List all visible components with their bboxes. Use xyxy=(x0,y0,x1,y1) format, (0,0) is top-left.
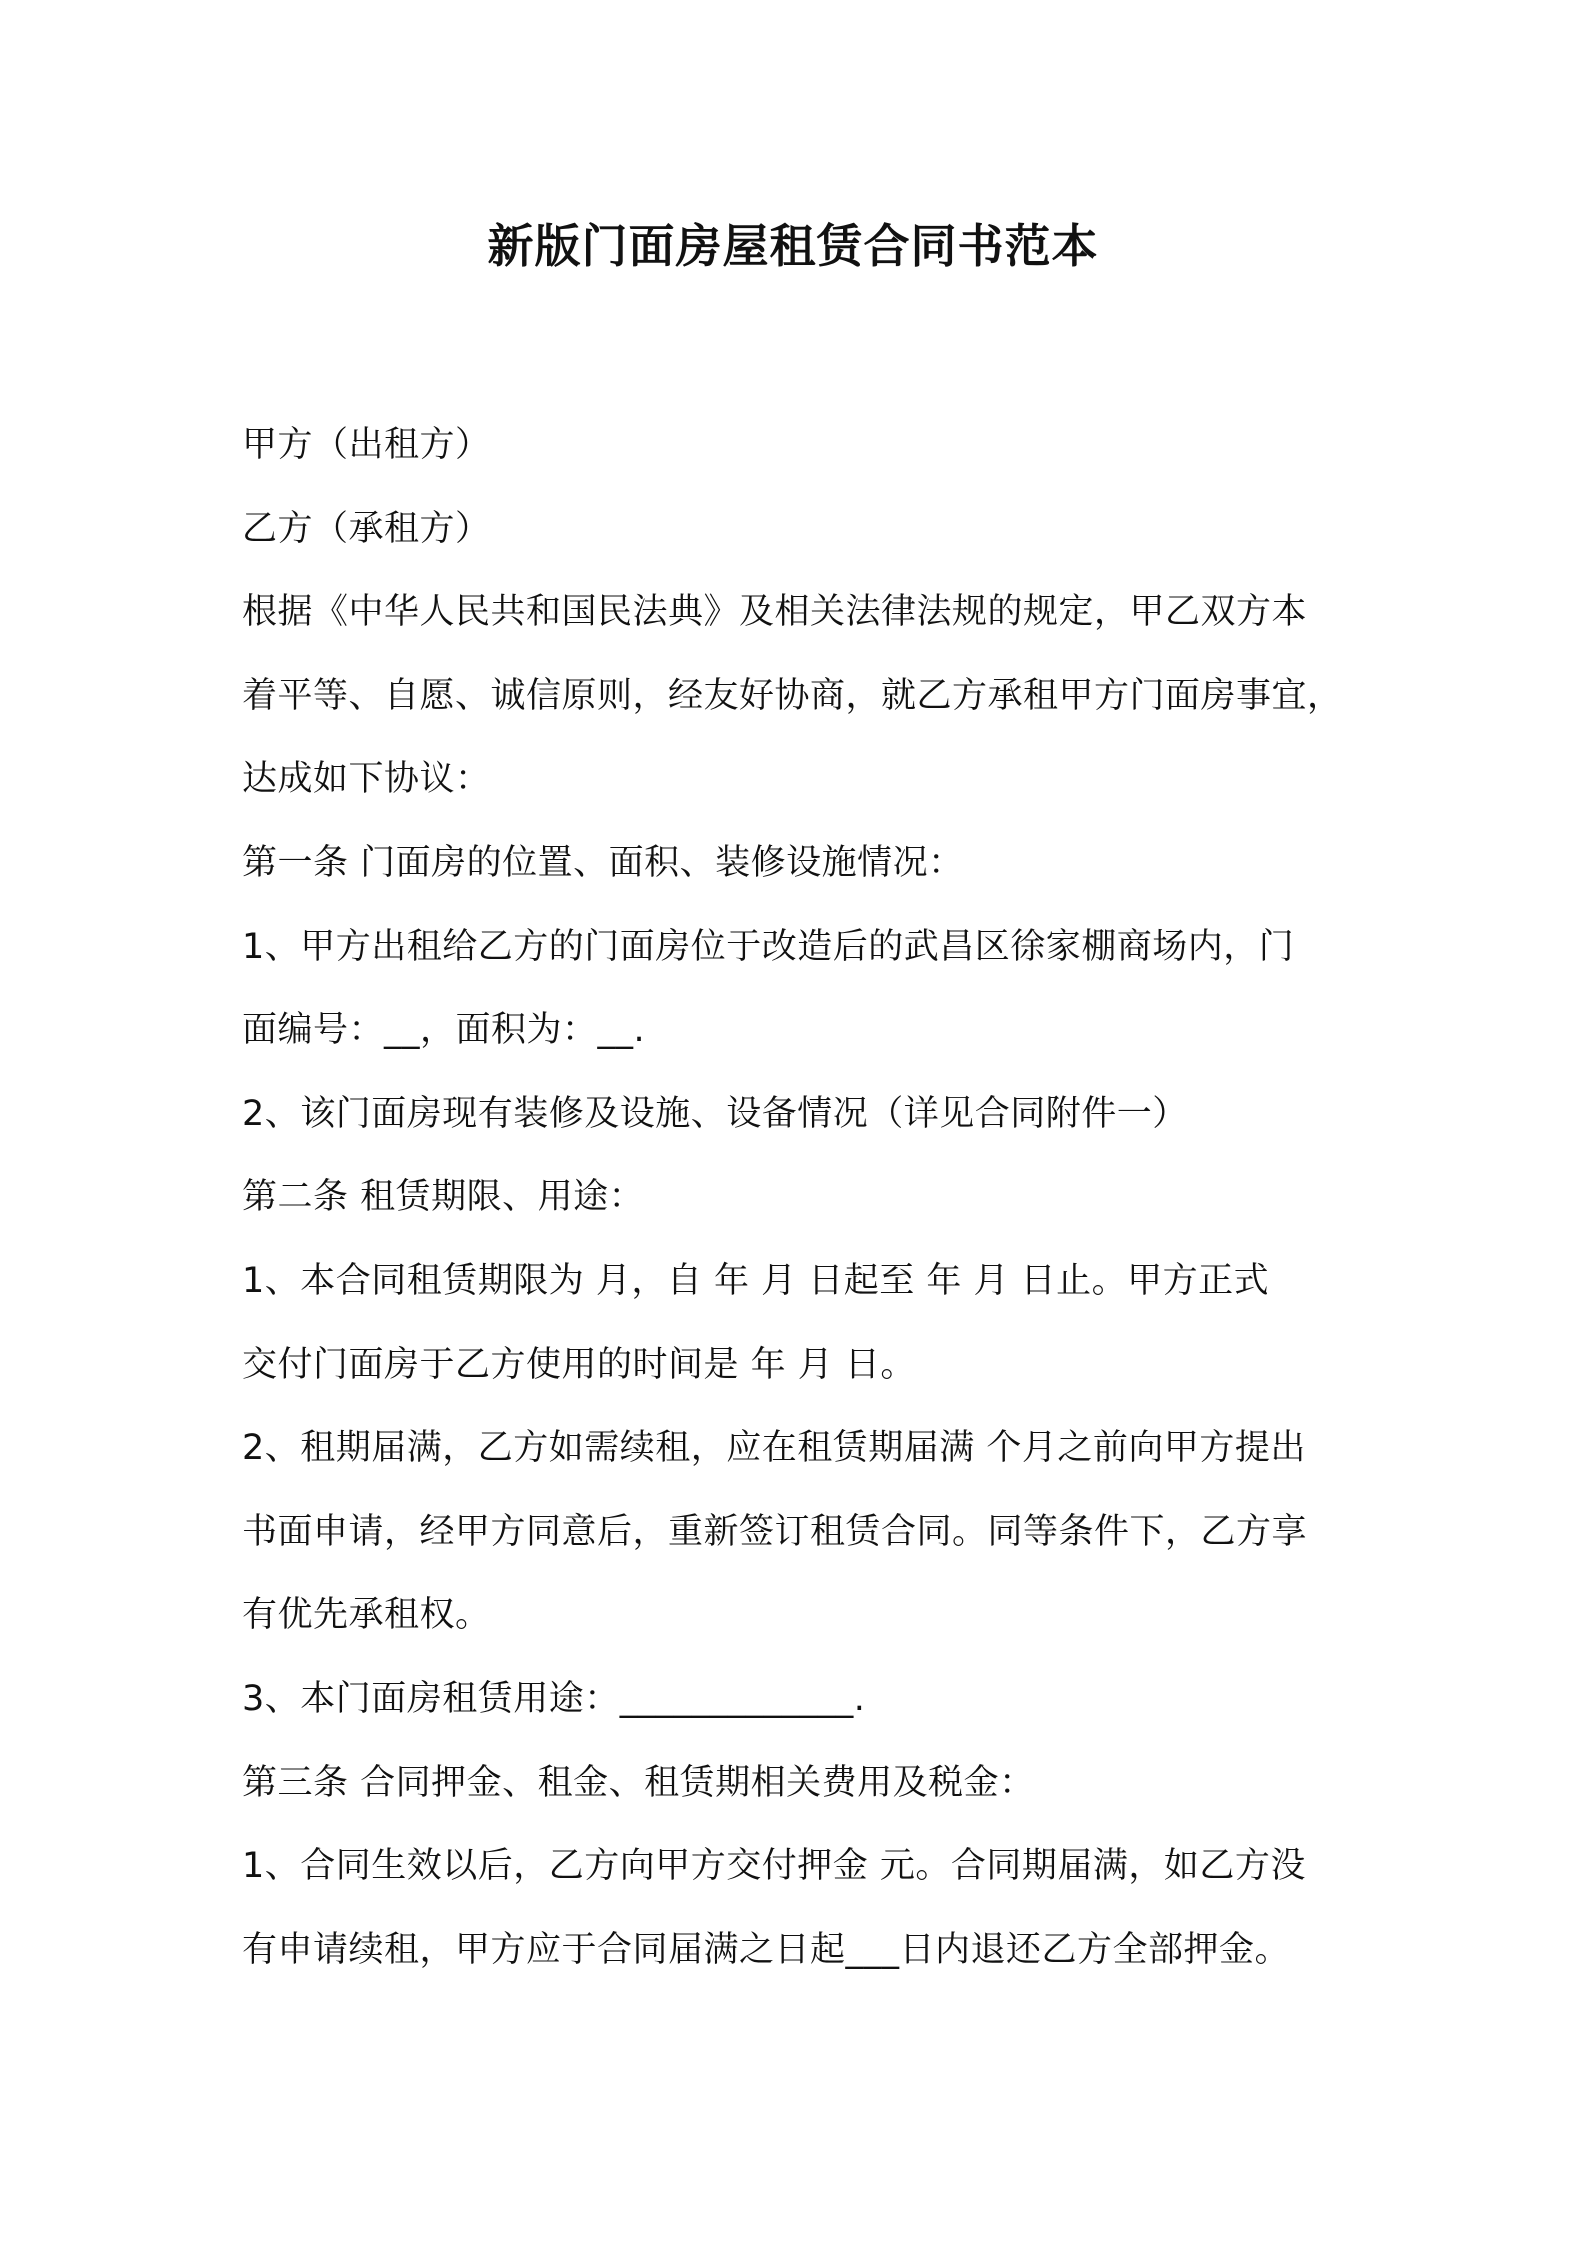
article-1-clause-2: 2、该门面房现有装修及设施、设备情况（详见合同附件一） xyxy=(242,1093,1188,1134)
preamble-line-2: 着平等、自愿、诚信原则，经友好协商，就乙方承租甲方门面房事宜， xyxy=(242,675,1343,716)
preamble-line-3: 达成如下协议： xyxy=(242,759,491,800)
party-a-line: 甲方（出租方） xyxy=(242,425,491,465)
preamble-line-1: 根据《中华人民共和国民法典》及相关法律法规的规定，甲乙双方本 xyxy=(242,592,1308,633)
article-3-clause-1-line-1: 1、合同生效以后，乙方向甲方交付押金 元。合同期届满，如乙方没 xyxy=(242,1846,1306,1887)
article-1-heading: 第一条 门面房的位置、面积、装修设施情况： xyxy=(242,842,964,883)
party-b-line: 乙方（承租方） xyxy=(242,508,491,549)
article-2-clause-2-line-3: 有优先承租权。 xyxy=(242,1595,491,1636)
article-2-clause-1-line-2: 交付门面房于乙方使用的时间是 年 月 日。 xyxy=(242,1344,916,1385)
article-1-clause-1-line-1: 1、甲方出租给乙方的门面房位于改造后的武昌区徐家棚商场内，门 xyxy=(242,926,1295,967)
article-2-clause-2-line-2: 书面申请，经甲方同意后，重新签订租赁合同。同等条件下，乙方享 xyxy=(242,1511,1308,1552)
article-2-heading: 第二条 租赁期限、用途： xyxy=(242,1177,645,1218)
document-title: 新版门面房屋租赁合同书范本 xyxy=(487,219,1099,273)
article-2-clause-3: 3、本门面房租赁用途：_____________. xyxy=(242,1678,866,1719)
article-2-clause-1-line-1: 1、本合同租赁期限为 月，自 年 月 日起至 年 月 日止。甲方正式 xyxy=(242,1260,1270,1301)
document-body xyxy=(242,404,1362,1992)
article-2-clause-2-line-1: 2、租期届满，乙方如需续租，应在租赁期届满 个月之前向甲方提出 xyxy=(242,1428,1306,1469)
article-3-heading: 第三条 合同押金、租金、租赁期相关费用及税金： xyxy=(242,1762,1035,1803)
article-3-clause-1-line-2: 有申请续租，甲方应于合同届满之日起___日内退还乙方全部押金。 xyxy=(242,1929,1291,1970)
article-1-clause-1-line-2: 面编号：__，面积为：__. xyxy=(242,1010,646,1051)
